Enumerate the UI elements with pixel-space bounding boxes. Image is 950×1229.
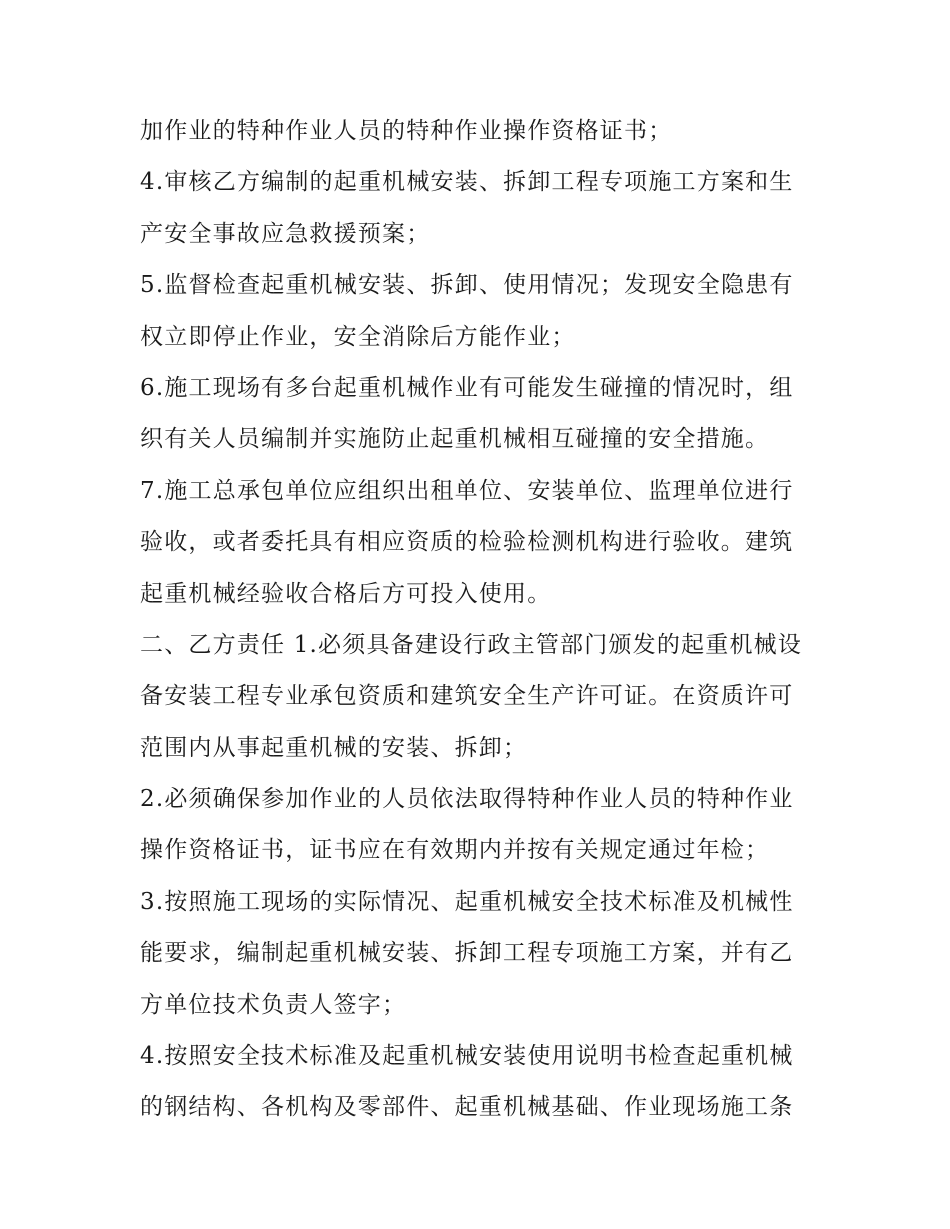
text-line: 6.施工现场有多台起重机械作业有可能发生碰撞的情况时，组 bbox=[140, 374, 794, 401]
text-line: 能要求，编制起重机械安装、拆卸工程专项施工方案，并有乙 bbox=[140, 940, 794, 967]
text-line: 加作业的特种作业人员的特种作业操作资格证书； bbox=[140, 118, 673, 144]
text-line: 备安装工程专业承包资质和建筑安全生产许可证。在资质许可 bbox=[140, 683, 794, 710]
text-line: 2.必须确保参加作业的人员依法取得特种作业人员的特种作业 bbox=[140, 786, 794, 813]
text-line: 二、乙方责任 1.必须具备建设行政主管部门颁发的起重机械设 bbox=[140, 631, 803, 658]
text-line: 操作资格证书，证书应在有效期内并按有关规定通过年检； bbox=[140, 837, 770, 864]
text-line: 的钢结构、各机构及零部件、起重机械基础、作业现场施工条 bbox=[140, 1094, 794, 1121]
text-line: 权立即停止作业，安全消除后方能作业； bbox=[140, 323, 576, 350]
document-body bbox=[140, 106, 820, 1134]
text-line: 5.监督检查起重机械安装、拆卸、使用情况；发现安全隐患有 bbox=[140, 272, 794, 299]
text-line: 4.审核乙方编制的起重机械安装、拆卸工程专项施工方案和生 bbox=[140, 169, 794, 196]
text-line: 产安全事故应急救援预案； bbox=[140, 220, 431, 247]
text-line: 验收，或者委托具有相应资质的检验检测机构进行验收。建筑 bbox=[140, 529, 794, 556]
text-line: 织有关人员编制并实施防止起重机械相互碰撞的安全措施。 bbox=[140, 426, 770, 453]
text-line: 3.按照施工现场的实际情况、起重机械安全技术标准及机械性 bbox=[140, 888, 794, 915]
text-line: 7.施工总承包单位应组织出租单位、安装单位、监理单位进行 bbox=[140, 477, 794, 504]
text-line: 方单位技术负责人签字； bbox=[140, 991, 407, 1018]
text-line: 4.按照安全技术标准及起重机械安装使用说明书检查起重机械 bbox=[140, 1043, 794, 1070]
text-line: 起重机械经验收合格后方可投入使用。 bbox=[140, 580, 552, 607]
text-line: 范围内从事起重机械的安装、拆卸； bbox=[140, 734, 528, 761]
